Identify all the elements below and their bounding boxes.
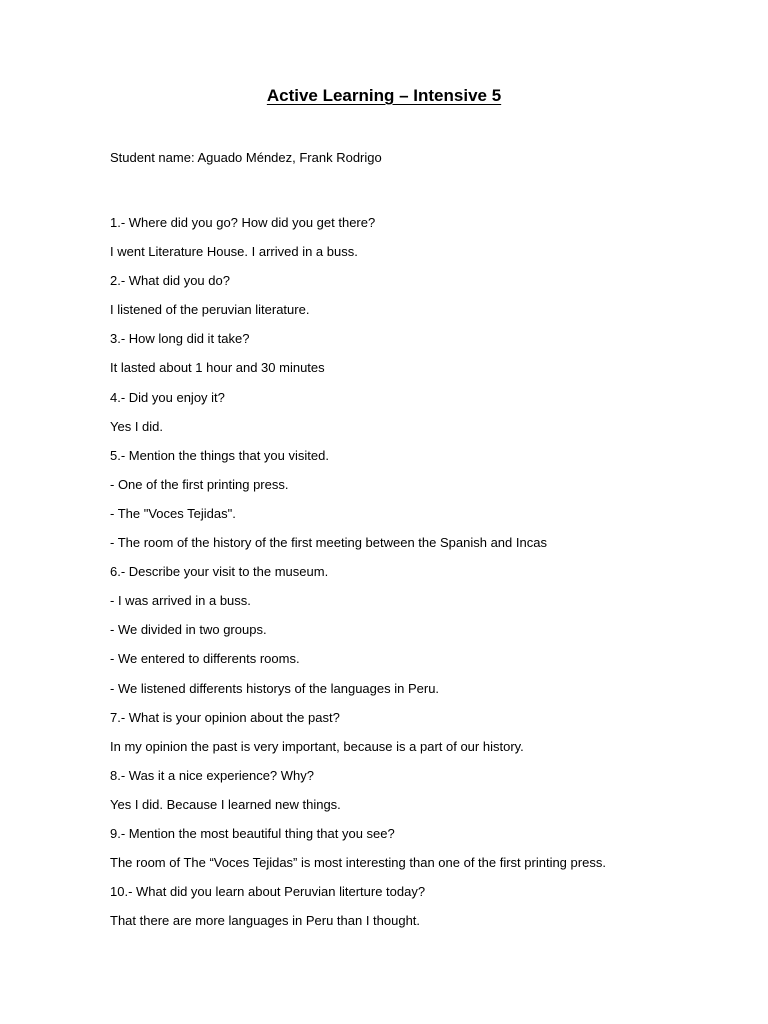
student-name-line: Student name: Aguado Méndez, Frank Rodrigo	[110, 150, 382, 165]
answer-line: I went Literature House. I arrived in a buss.	[110, 244, 358, 260]
question-line: 4.- Did you enjoy it?	[110, 389, 225, 405]
answer-line: - One of the first printing press.	[110, 476, 289, 492]
answer-line: - We listened differents historys of the languages in Peru.	[110, 680, 440, 696]
answer-line: - I was arrived in a buss.	[110, 593, 251, 609]
answer-line: I listened of the peruvian literature.	[110, 302, 310, 318]
answer-line: - The "Voces Tejidas".	[110, 505, 236, 521]
answer-line: That there are more languages in Peru than I thought.	[110, 913, 421, 929]
answer-line: Yes I did. Because I learned new things.	[110, 796, 341, 812]
question-line: 3.- How long did it take?	[110, 331, 250, 347]
answer-line: It lasted about 1 hour and 30 minutes	[110, 360, 325, 376]
answer-line: - We divided in two groups.	[110, 622, 267, 638]
question-line: 9.- Mention the most beautiful thing that you see?	[110, 825, 395, 841]
answer-line: - We entered to differents rooms.	[110, 651, 300, 667]
answer-line: In my opinion the past is very important, because is a part of our history.	[110, 738, 524, 754]
answer-line: The room of The “Voces Tejidas” is most interesting than one of the first printing press.	[110, 855, 606, 871]
question-line: 8.- Was it a nice experience? Why?	[110, 767, 314, 783]
answer-line: - The room of the history of the first meeting between the Spanish and Incas	[110, 535, 547, 551]
question-line: 5.- Mention the things that you visited.	[110, 447, 329, 463]
question-line: 10.- What did you learn about Peruvian literture today?	[110, 884, 426, 900]
question-answer-list	[110, 208, 730, 935]
question-line: 6.- Describe your visit to the museum.	[110, 564, 329, 580]
question-line: 7.- What is your opinion about the past?	[110, 709, 340, 725]
answer-line: Yes I did.	[110, 418, 164, 434]
question-line: 2.- What did you do?	[110, 273, 230, 289]
question-line: 1.- Where did you go? How did you get there?	[110, 215, 376, 230]
document-title: Active Learning – Intensive 5	[266, 86, 502, 105]
